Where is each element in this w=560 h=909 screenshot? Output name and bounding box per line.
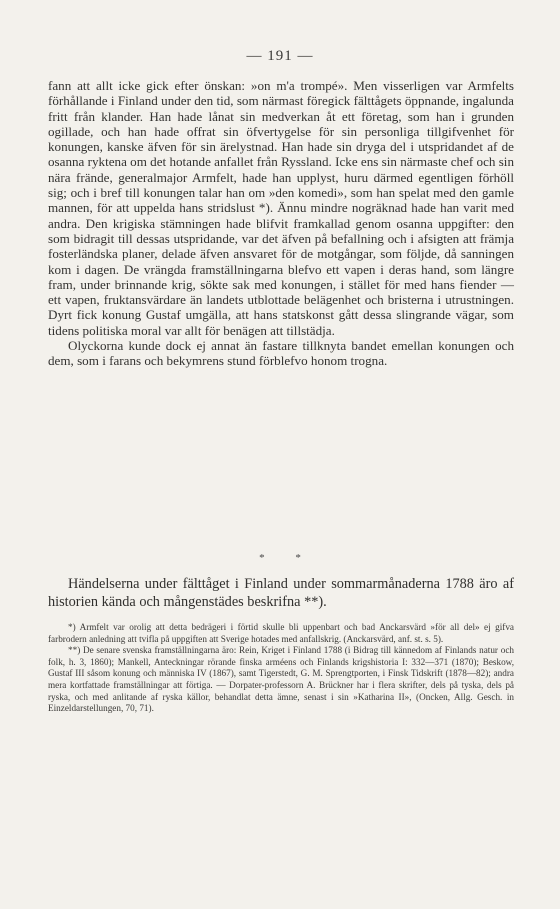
page-number: — 191 — bbox=[246, 48, 314, 64]
main-text bbox=[48, 78, 514, 369]
footnotes bbox=[48, 622, 514, 715]
footnote-2: **) De senare svenska framställningarna äro: Rein, Kriget i Finland 1788 (i Bidrag till kännedom af Finlands natur och folk, h. 3, 1860); Mankell, Anteckningar rörande finska arméens och Finlands krigshistoria I: 332—371 (1870); Beskow, Gustaf III såsom konung och människa IV (1867), samt Tigerstedt, G. M. Sprengtporten, i Finsk Tidskrift (1878—82); andra mera kortfattade framställningar att förtiga. — Dorpater-professorn A. Brückner har i flera skrifter, dels på tyska, dels på ryska, och med anlitande af ryska källor, behandlat detta ämne, senast i sin »Katharina II», (Oncken, Allg. Gesch. in Einzeldarstellungen, 70, 71). bbox=[48, 645, 514, 714]
paragraph-2: Olyckorna kunde dock ej annat än fastare tillknyta bandet emellan konungen och dem, som i farans och bekymrens stund förblefvo honom trogna. bbox=[48, 338, 514, 369]
footnote-1: *) Armfelt var orolig att detta bedrägeri i förtid skulle bli uppenbart och bad Anckarsvärd »för all del» ej gifva farbrodern anledning att tvifla på uppgiften att Sverige hotades med anfallskrig. (Anckarsvärd, anf. st. s. 5). bbox=[48, 622, 514, 644]
section-separator: * * bbox=[259, 552, 301, 564]
section-paragraph: Händelserna under fälttåget i Finland under sommarmånaderna 1788 äro af historien kända och mångenstädes beskrifna **). bbox=[48, 576, 514, 610]
paragraph-1: fann att allt icke gick efter önskan: »on m'a trompé». Men visserligen var Armfelts förhållande i Finland under den tid, som närmast föregick fälttågets öppnande, ingalunda fritt från klander. Han hade lånat sin medverkan åt ett företag, som han i grunden ogillade, och han hade offrat sin öfvertygelse för sin personliga tillgifvenhet för konungen, kanske äfven för sin ärelystnad. Han hade sin dryga del i utspridandet af de osanna ryktena om det hotande anfallet från Ryssland. Icke ens sin närmaste chef och sin nära frände, generalmajor Armfelt, hade han upplyst, huru därmed egentligen förhöll sig; och i bref till konungen talar han om »den komedi», som han spelat med den gamle mannen, för att uppelda hans stridslust *). Ännu mindre nogräknad hade han varit med andra. Den krigiska stämningen hade blifvit framkallad genom osanna uppgifter: den som bidragit till dessas utspridande, var det äfven på befallning och i afsigten att främja fosterländska planer, delade äfven ansvaret för de motgångar, som följde, då sanningen kom i dagen. De vrängda framställningarna blefvo ett vapen i deras hand, som längre fram, under brinnande krig, sökte sak med konungen, i stället för med hans fiender — ett vapen, fruktansvärdare än landets utblottade belägenhet och bristerna i utrustningen. Dyrt fick konung Gustaf umgälla, att hans statskonst gått dessa slingrande vägar, som tidens politiska moral var allt för benägen att tillstädja. bbox=[48, 78, 514, 338]
